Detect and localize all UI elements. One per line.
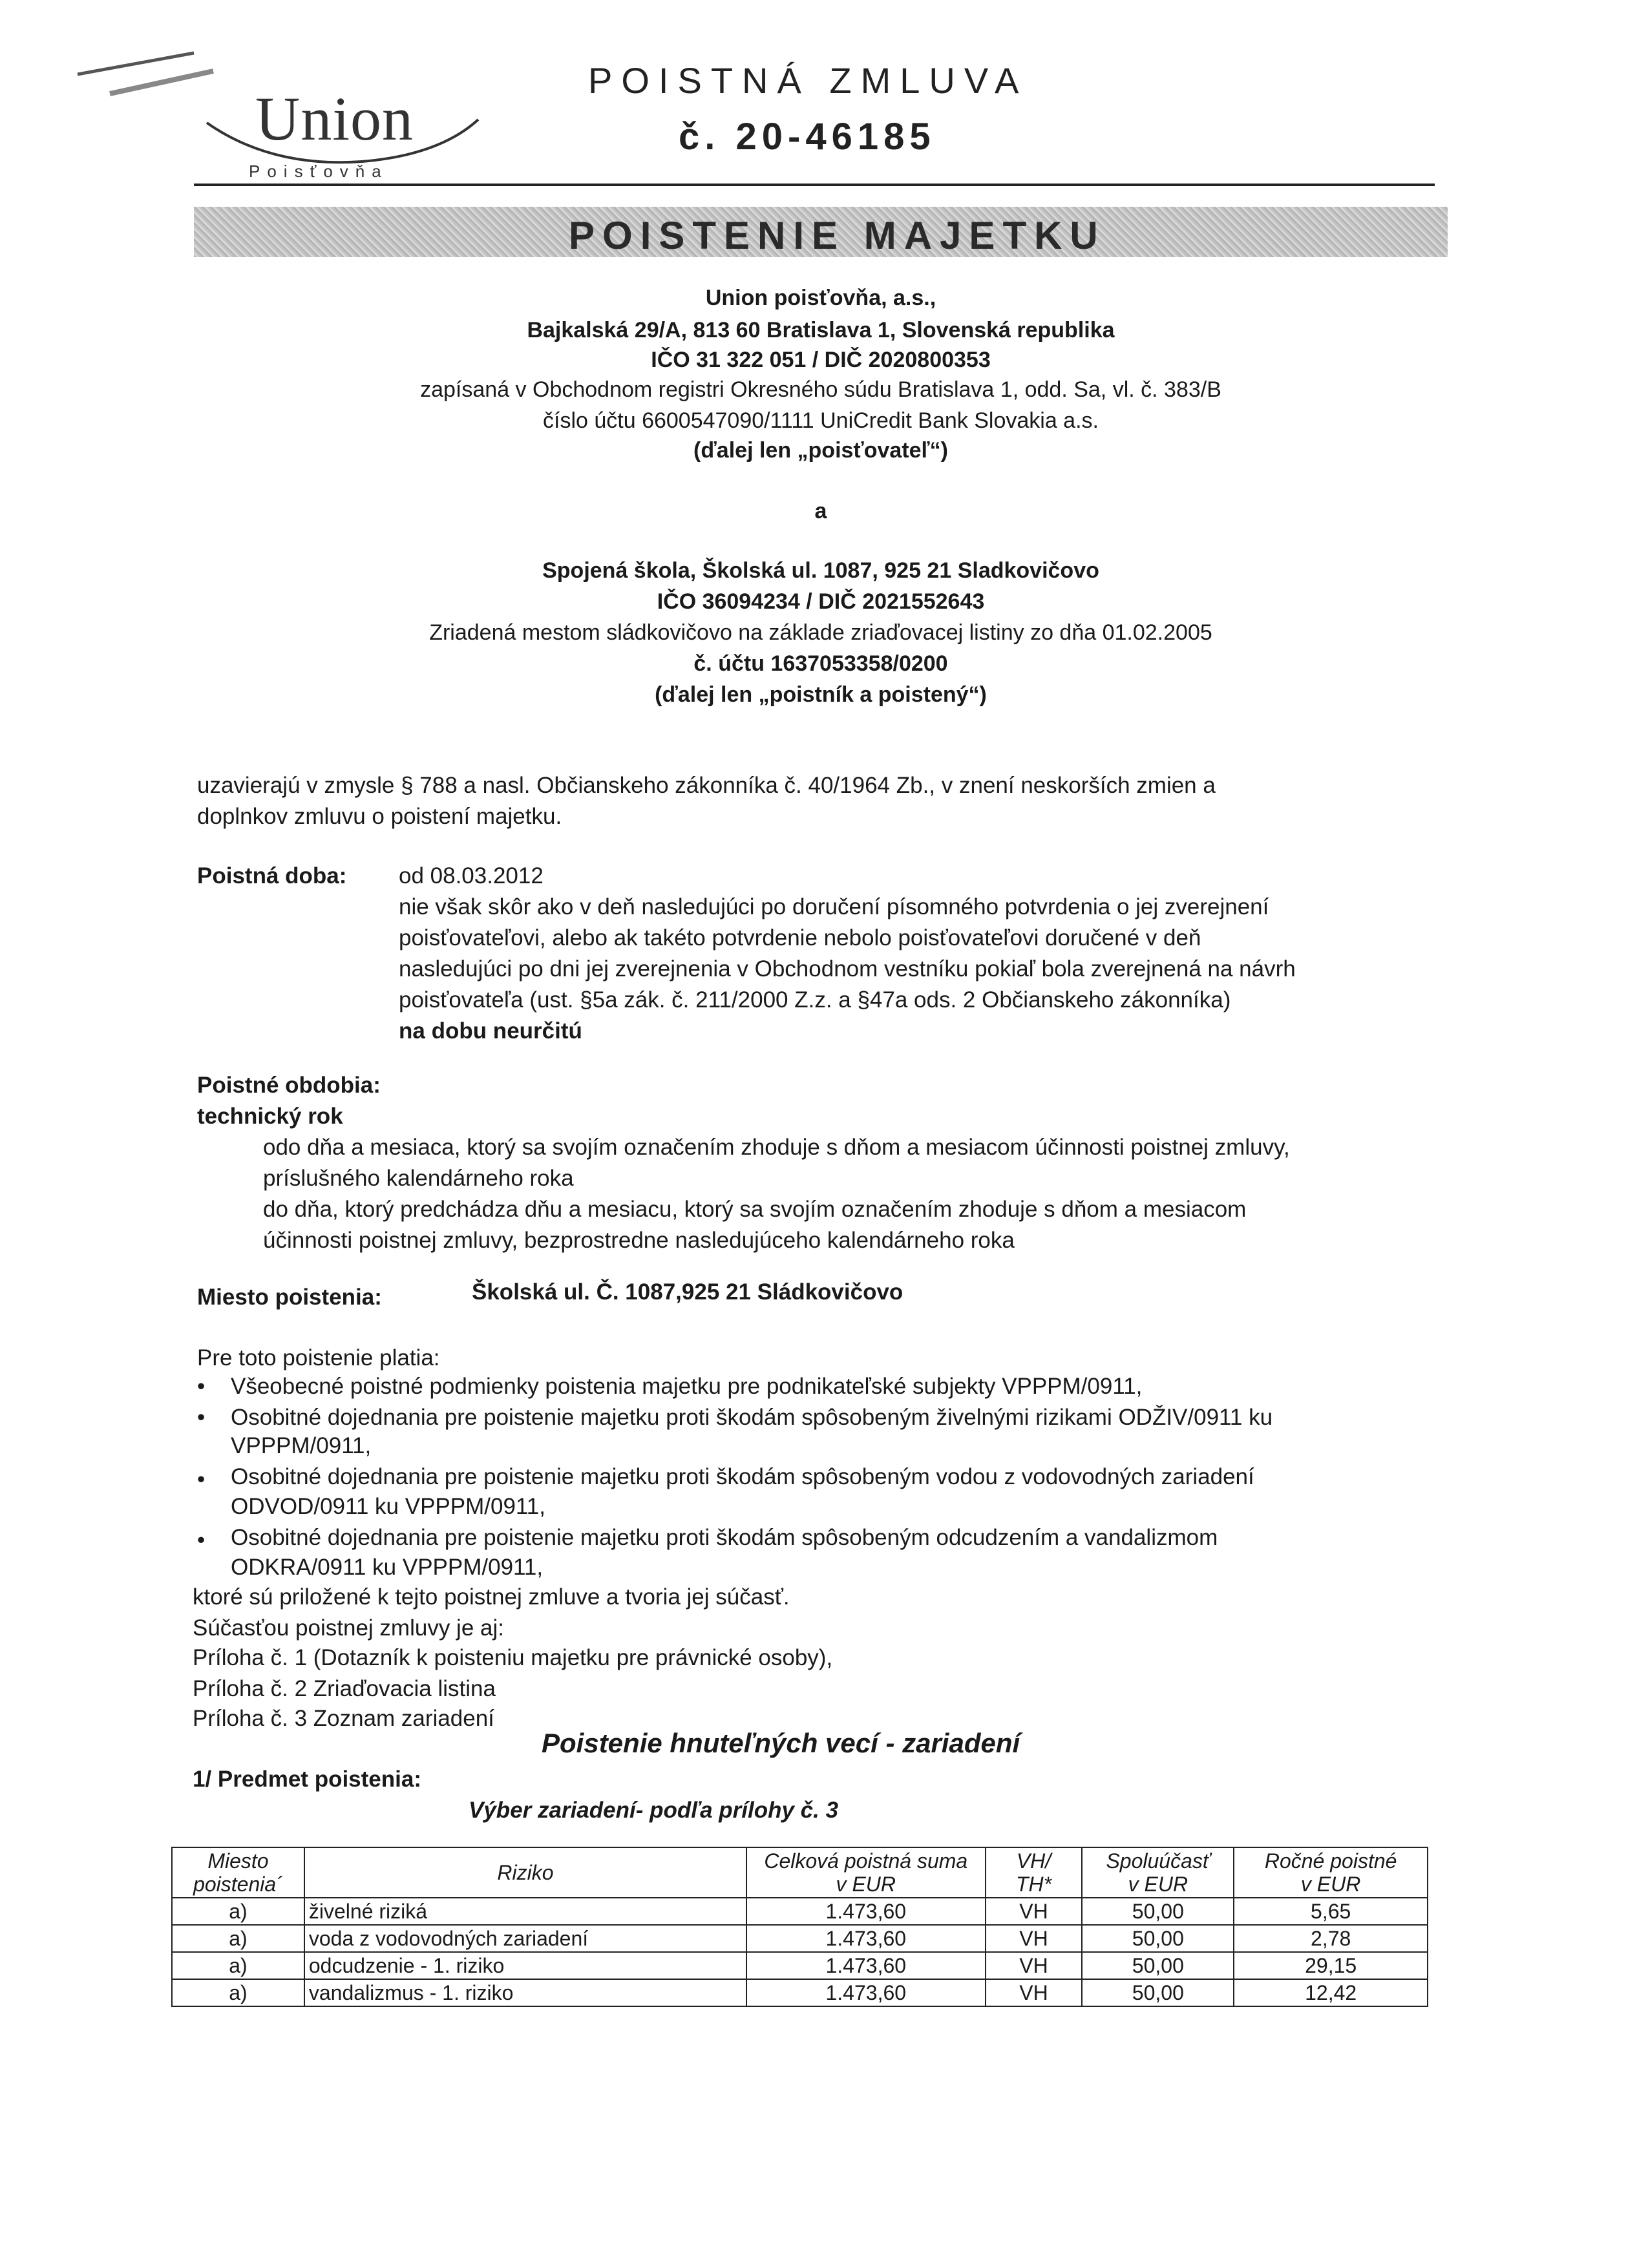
header-deductible: Spoluúčasť v EUR (1082, 1847, 1234, 1898)
insurer-address: Bajkalská 29/A, 813 60 Bratislava 1, Slovenská republika (527, 318, 1115, 342)
condition-item-cont: ODKRA/0911 ku VPPPM/0911, (231, 1555, 544, 1580)
cell-deductible: 50,00 (1082, 1952, 1234, 1979)
insured-name: Spojená škola, Školská ul. 1087, 925 21 Sladkovičovo (542, 558, 1099, 583)
table-header-row (172, 1847, 1428, 1898)
cell-vh: VH (986, 1898, 1083, 1925)
appendix-line: Príloha č. 2 Zriaďovacia listina (193, 1676, 496, 1701)
cell-premium: 29,15 (1234, 1952, 1428, 1979)
header-vh-th: VH/ TH* (986, 1847, 1083, 1898)
period-line: odo dňa a mesiaca, ktorý sa svojím označením zhoduje s dňom a mesiacom účinnosti poistnej zmluvy, (263, 1135, 1290, 1160)
cell-deductible: 50,00 (1082, 1925, 1234, 1952)
insured-ids: IČO 36094234 / DIČ 2021552643 (657, 589, 985, 614)
period-line: do dňa, ktorý predchádza dňu a mesiacu, ktorý sa svojím označením zhoduje s dňom a mesiacom (263, 1197, 1247, 1222)
header-premium: Ročné poistné v EUR (1234, 1847, 1428, 1898)
conjunction: a (814, 499, 827, 523)
conditions-note: Súčasťou poistnej zmluvy je aj: (193, 1615, 504, 1641)
period-sublabel: technický rok (197, 1104, 343, 1129)
document-number: č. 20-46185 (679, 116, 936, 158)
insured-alias: (ďalej len „poistník a poistený“) (655, 682, 987, 707)
insured-account: č. účtu 1637053358/0200 (693, 651, 948, 676)
term-line: nasledujúci po dni jej zverejnenia v Obchodnom vestníku pokiaľ bola zverejnená na návrh (399, 956, 1296, 982)
logo-subtitle: Poisťovňa (249, 162, 388, 181)
table-row (172, 1979, 1428, 2006)
intro-line: doplnkov zmluvu o poistení majetku. (197, 804, 562, 829)
cell-risk: odcudzenie - 1. riziko (304, 1952, 746, 1979)
cell-risk: voda z vodovodných zariadení (304, 1925, 746, 1952)
header-sum: Celková poistná suma v EUR (746, 1847, 986, 1898)
banner-title: POISTENIE MAJETKU (569, 214, 1106, 257)
table-row (172, 1898, 1428, 1925)
cell-sum: 1.473,60 (746, 1898, 986, 1925)
period-label: Poistné obdobia: (197, 1073, 381, 1098)
bullet-icon: • (197, 1374, 206, 1399)
cell-premium: 2,78 (1234, 1925, 1428, 1952)
coverage-table (171, 1847, 1428, 2007)
period-line: účinnosti poistnej zmluvy, bezprostredne nasledujúceho kalendárneho roka (263, 1228, 1015, 1253)
condition-item: Všeobecné poistné podmienky poistenia majetku pre podnikateľské subjekty VPPPM/0911, (231, 1374, 1143, 1399)
bullet-icon: • (197, 1405, 206, 1430)
term-line: poisťovateľa (ust. §5a zák. č. 211/2000 Z.z. a §47a ods. 2 Občianskeho zákonníka) (399, 987, 1231, 1013)
appendix-line: Príloha č. 1 (Dotazník k poisteniu majetku pre právnické osoby), (193, 1645, 833, 1670)
insurer-name: Union poisťovňa, a.s., (705, 286, 936, 310)
term-line: od 08.03.2012 (399, 863, 544, 888)
condition-item: Osobitné dojednania pre poistenie majetku proti škodám spôsobeným živelnými rizikami ODŽIV/0911 ku (231, 1405, 1273, 1430)
document-title: POISTNÁ ZMLUVA (588, 60, 1028, 101)
table-row (172, 1952, 1428, 1979)
insurer-registry: zapísaná v Obchodnom registri Okresného súdu Bratislava 1, odd. Sa, vl. č. 383/B (420, 377, 1221, 402)
cell-place: a) (172, 1952, 304, 1979)
insurer-alias: (ďalej len „poisťovateľ“) (693, 438, 948, 463)
appendix-line: Príloha č. 3 Zoznam zariadení (193, 1706, 494, 1731)
bullet-icon: • (197, 1467, 206, 1492)
header-rule (194, 184, 1435, 186)
cell-vh: VH (986, 1979, 1083, 2006)
term-label: Poistná doba: (197, 863, 347, 888)
cell-sum: 1.473,60 (746, 1979, 986, 2006)
intro-line: uzavierajú v zmysle § 788 a nasl. Občianskeho zákonníka č. 40/1964 Zb., v znení neskorších zmien a (197, 773, 1216, 798)
subject-label: 1/ Predmet poistenia: (193, 1767, 421, 1792)
selection-note: Výber zariadení- podľa prílohy č. 3 (469, 1798, 839, 1823)
cell-deductible: 50,00 (1082, 1898, 1234, 1925)
header-risk: Riziko (304, 1847, 746, 1898)
logo-swoosh-icon (194, 97, 491, 168)
insurer-ids: IČO 31 322 051 / DIČ 2020800353 (651, 348, 991, 372)
term-line: poisťovateľovi, alebo ak takéto potvrdenie nebolo poisťovateľovi doručené v deň (399, 925, 1201, 950)
logo-word: Union (255, 84, 414, 153)
condition-item: Osobitné dojednania pre poistenie majetku proti škodám spôsobeným vodou z vodovodných zariadení (231, 1464, 1254, 1489)
table-row (172, 1925, 1428, 1952)
bullet-icon: • (197, 1528, 206, 1553)
period-line: príslušného kalendárneho roka (263, 1166, 574, 1191)
insurer-account: číslo účtu 6600547090/1111 UniCredit Bank Slovakia a.s. (543, 408, 1099, 433)
cell-risk: vandalizmus - 1. riziko (304, 1979, 746, 2006)
cell-risk: živelné riziká (304, 1898, 746, 1925)
section-title: Poistenie hnuteľných vecí - zariadení (542, 1728, 1020, 1758)
conditions-note: ktoré sú priložené k tejto poistnej zmluve a tvoria jej súčasť. (193, 1584, 790, 1610)
cell-place: a) (172, 1925, 304, 1952)
term-line: nie však skôr ako v deň nasledujúci po doručení písomného potvrdenia o jej zverejnení (399, 894, 1269, 919)
cell-sum: 1.473,60 (746, 1952, 986, 1979)
header-place: Miesto poistenia´ (172, 1847, 304, 1898)
cell-vh: VH (986, 1952, 1083, 1979)
condition-item: Osobitné dojednania pre poistenie majetku proti škodám spôsobeným odcudzením a vandalizmom (231, 1525, 1218, 1550)
staple-mark (65, 45, 220, 103)
cell-premium: 12,42 (1234, 1979, 1428, 2006)
term-indefinite: na dobu neurčitú (399, 1018, 582, 1044)
cell-place: a) (172, 1898, 304, 1925)
conditions-intro: Pre toto poistenie platia: (197, 1345, 440, 1370)
cell-place: a) (172, 1979, 304, 2006)
place-label: Miesto poistenia: (197, 1285, 382, 1310)
cell-premium: 5,65 (1234, 1898, 1428, 1925)
condition-item-cont: VPPPM/0911, (231, 1433, 372, 1458)
insured-founded: Zriadená mestom sládkovičovo na základe zriaďovacej listiny zo dňa 01.02.2005 (429, 620, 1212, 645)
cell-sum: 1.473,60 (746, 1925, 986, 1952)
place-value: Školská ul. Č. 1087,925 21 Sládkovičovo (472, 1279, 903, 1305)
condition-item-cont: ODVOD/0911 ku VPPPM/0911, (231, 1494, 545, 1519)
cell-vh: VH (986, 1925, 1083, 1952)
cell-deductible: 50,00 (1082, 1979, 1234, 2006)
